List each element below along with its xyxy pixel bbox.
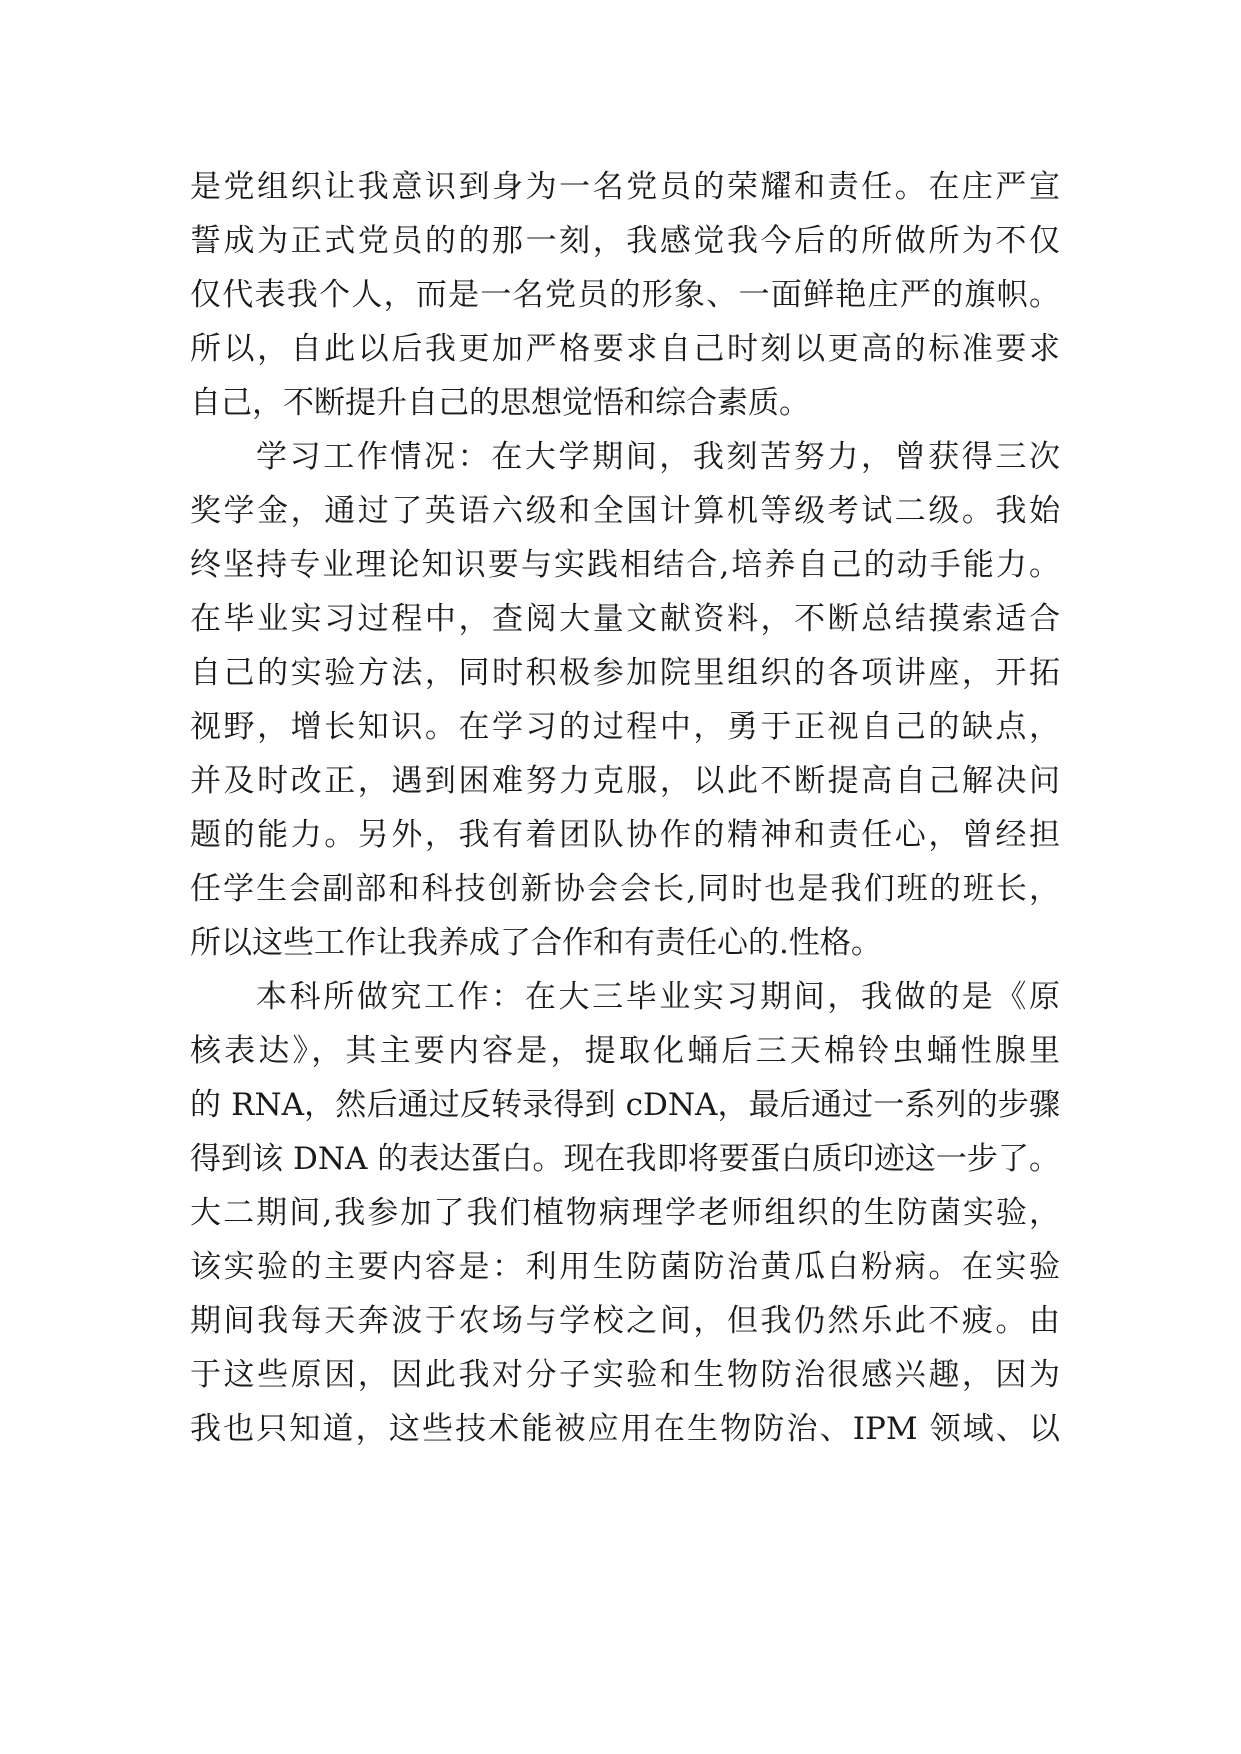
text-line: 在毕业实习过程中，查阅大量文献资料，不断总结摸索适合 xyxy=(190,601,1060,637)
paragraph-start-line: 学习工作情况：在大学期间，我刻苦努力，曾获得三次 xyxy=(256,439,1060,475)
text-line: 大二期间,我参加了我们植物病理学老师组织的生防菌实验， xyxy=(190,1195,1060,1231)
text-line: 的 RNA，然后通过反转录得到 cDNA，最后通过一系列的步骤 xyxy=(190,1087,1060,1123)
text-line: 期间我每天奔波于农场与学校之间，但我仍然乐此不疲。由 xyxy=(190,1303,1060,1339)
text-line: 于这些原因，因此我对分子实验和生物防治很感兴趣，因为 xyxy=(190,1357,1060,1393)
text-line: 誓成为正式党员的的那一刻，我感觉我今后的所做所为不仅 xyxy=(190,223,1060,259)
text-line: 所以这些工作让我养成了合作和有责任心的.性格。 xyxy=(190,925,882,961)
text-line: 是党组织让我意识到身为一名党员的荣耀和责任。在庄严宣 xyxy=(190,169,1060,205)
body-text xyxy=(190,160,1060,1456)
text-line: 核表达》，其主要内容是，提取化蛹后三天棉铃虫蛹性腺里 xyxy=(190,1033,1060,1069)
text-line: 所以，自此以后我更加严格要求自己时刻以更高的标准要求 xyxy=(190,331,1060,367)
text-line: 任学生会副部和科技创新协会会长,同时也是我们班的班长， xyxy=(190,871,1060,907)
text-line: 并及时改正，遇到困难努力克服，以此不断提高自己解决问 xyxy=(190,763,1060,799)
text-line: 视野，增长知识。在学习的过程中，勇于正视自己的缺点， xyxy=(190,709,1060,745)
text-line: 得到该 DNA 的表达蛋白。现在我即将要蛋白质印迹这一步了。 xyxy=(190,1141,1060,1177)
paragraph-start-line: 本科所做究工作：在大三毕业实习期间，我做的是《原 xyxy=(256,979,1060,1015)
text-line: 奖学金，通过了英语六级和全国计算机等级考试二级。我始 xyxy=(190,493,1060,529)
text-line: 终坚持专业理论知识要与实践相结合,培养自己的动手能力。 xyxy=(190,547,1060,583)
text-line: 仅代表我个人，而是一名党员的形象、一面鲜艳庄严的旗帜。 xyxy=(190,277,1060,313)
text-line: 自己的实验方法，同时积极参加院里组织的各项讲座，开拓 xyxy=(190,655,1060,691)
text-line: 我也只知道，这些技术能被应用在生物防治、IPM 领域、以 xyxy=(190,1411,1060,1447)
text-line: 该实验的主要内容是：利用生防菌防治黄瓜白粉病。在实验 xyxy=(190,1249,1060,1285)
text-line: 自己，不断提升自己的思想觉悟和综合素质。 xyxy=(190,385,810,421)
text-line: 题的能力。另外，我有着团队协作的精神和责任心，曾经担 xyxy=(190,817,1060,853)
